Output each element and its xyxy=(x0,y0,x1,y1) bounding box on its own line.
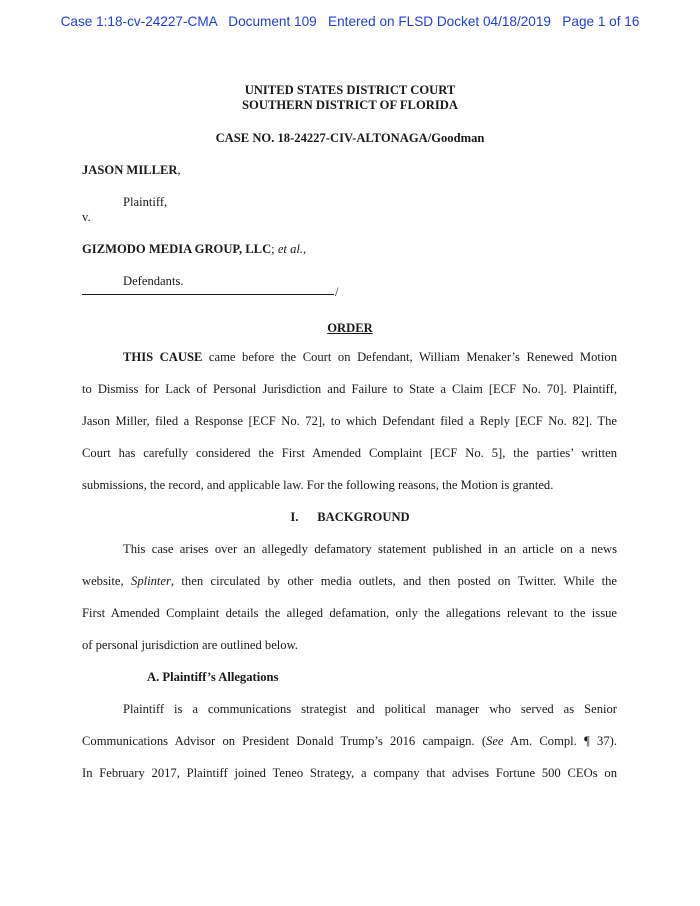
this-cause: THIS CAUSE xyxy=(123,350,203,364)
allegations-line-2-end: Am. Compl. ¶ 37). xyxy=(503,734,617,748)
plaintiff-role: Plaintiff, xyxy=(123,195,168,209)
section-heading-background: I. BACKGROUND xyxy=(290,510,410,524)
defendant-name: GIZMODO MEDIA GROUP, LLC xyxy=(82,242,272,256)
allegations-line-2 xyxy=(82,734,617,749)
plaintiff-caption xyxy=(82,163,181,178)
versus: v. xyxy=(82,210,91,224)
caption-slash: / xyxy=(335,285,339,299)
case-number: CASE NO. 18-24227-CIV-ALTONAGA/Goodman xyxy=(215,131,485,145)
docket-header-stamp: Case 1:18-cv-24227-CMA Document 109 Entered on FLSD Docket 04/18/2019 Page 1 of 16 xyxy=(60,14,640,29)
defendant-role: Defendants. xyxy=(123,274,184,288)
background-line-4: of personal jurisdiction are outlined below. xyxy=(82,638,299,652)
court-name-line2: SOUTHERN DISTRICT OF FLORIDA xyxy=(242,98,458,112)
background-line-2 xyxy=(82,574,617,589)
intro-line-4: Court has carefully considered the First Amended Complaint [ECF No. 5], the parties’ written xyxy=(82,446,617,460)
intro-line-2: to Dismiss for Lack of Personal Jurisdiction and Failure to State a Claim [ECF No. 70]. Plaintiff, xyxy=(82,382,617,396)
subsection-heading: A. Plaintiff’s Allegations xyxy=(147,670,279,684)
intro-line-1-text: came before the Court on Defendant, William Menaker’s Renewed Motion xyxy=(202,350,617,364)
background-line-1: This case arises over an allegedly defamatory statement published in an article on a news xyxy=(123,542,617,556)
defendant-comma: , xyxy=(303,242,307,256)
splinter-title: Splinter xyxy=(131,574,171,588)
intro-line-1 xyxy=(82,350,617,365)
background-line-3: First Amended Complaint details the alleged defamation, only the allegations relevant to the issue xyxy=(82,606,617,620)
background-line-2-end: , then circulated by other media outlets, and then posted on Twitter. While the xyxy=(170,574,617,588)
plaintiff-comma: , xyxy=(177,163,181,177)
see-signal: See xyxy=(486,734,504,748)
allegations-line-1: Plaintiff is a communications strategist and political manager who served as Senior xyxy=(123,702,617,716)
plaintiff-name: JASON MILLER xyxy=(82,163,178,177)
defendant-separator: ; xyxy=(271,242,278,256)
defendant-et-al: et al. xyxy=(277,242,304,256)
intro-line-5: submissions, the record, and applicable law. For the following reasons, the Motion is granted. xyxy=(82,478,554,492)
order-title: ORDER xyxy=(327,321,373,335)
background-line-2-start: website, xyxy=(82,574,132,588)
allegations-line-3: In February 2017, Plaintiff joined Teneo Strategy, a company that advises Fortune 500 CEOs on xyxy=(82,766,617,780)
court-name-line1: UNITED STATES DISTRICT COURT xyxy=(244,83,456,97)
defendant-caption xyxy=(82,242,306,257)
intro-line-3: Jason Miller, filed a Response [ECF No. 72], to which Defendant filed a Reply [ECF No. 82]. The xyxy=(82,414,617,428)
allegations-line-2-start: Communications Advisor on President Donald Trump’s 2016 campaign. ( xyxy=(82,734,487,748)
caption-underline xyxy=(82,294,334,295)
